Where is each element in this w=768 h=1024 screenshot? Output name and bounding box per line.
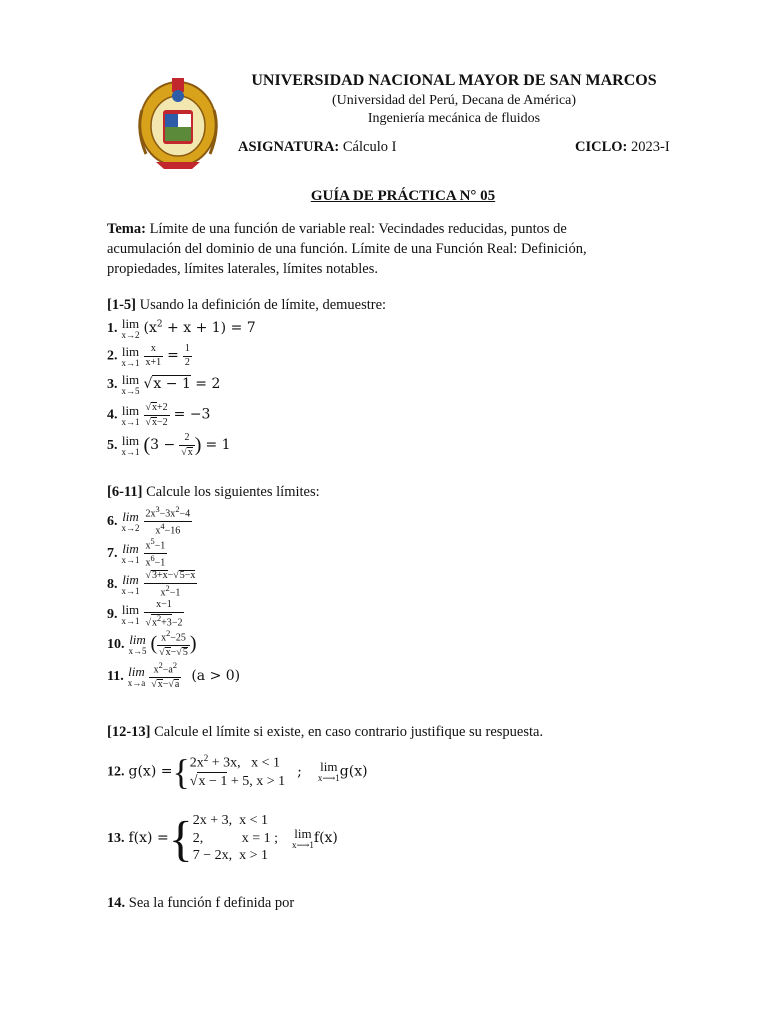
exercise-number: 11. <box>107 668 124 684</box>
university-name: UNIVERSIDAD NACIONAL MAYOR DE SAN MARCOS <box>251 72 657 89</box>
tema-paragraph <box>107 219 667 279</box>
exercise-1 <box>107 317 256 340</box>
tema-line-1: Límite de una función de variable real: Vecindades reducidas, puntos de <box>149 221 567 237</box>
formula: $(x^2 + x + 1) = 7$ <box>143 319 256 337</box>
fraction: $\frac{x-1}{√x^2+3-2}$ <box>145 599 183 628</box>
limit-operator: lim x→5 <box>128 631 147 656</box>
fraction: $\frac{√3+x-√5-x}{x^2-1}$ <box>145 570 196 598</box>
exercise-8 <box>107 570 197 598</box>
exercise-2: 2. lim x→1 $\frac{x}{x+1}$ = $\frac{1}{2}$ <box>107 343 190 368</box>
limit-operator: lim x→5 <box>121 372 140 396</box>
university-subtitle: (Universidad del Perú, Decana de América) <box>331 93 577 108</box>
exercise-5: 5. lim x→1 (3 − $\frac{2}{√x}$ ) = 1 <box>107 432 231 458</box>
limit-operator: lim x→1 <box>121 433 140 457</box>
section-3-heading <box>107 724 543 741</box>
exercise-number: 7. <box>107 546 118 561</box>
university-crest-logo <box>136 70 220 170</box>
section-1-heading <box>107 297 386 314</box>
cycle-value: 2023-I <box>631 139 670 155</box>
fraction: $\frac{x^2-a^2}{√x-√a}$ <box>151 661 180 690</box>
program-name: Ingeniería mecánica de fluidos <box>367 111 541 126</box>
exercise-14 <box>107 895 294 912</box>
fraction: $\frac{x}{x+1}$ <box>145 343 162 368</box>
tema-line-2: acumulación del dominio de una función. Límite de una Función Real: Definición, <box>107 241 587 257</box>
section-1-text: Usando la definición de límite, demuestre: <box>139 297 387 313</box>
exercise-number: 5. <box>107 438 118 454</box>
section-2-text: Calcule los siguientes límites: <box>146 484 320 500</box>
fraction: $\frac{√x+2}{√x-2}$ <box>145 402 168 428</box>
exercise-3 <box>107 373 220 396</box>
section-2-heading <box>107 484 320 501</box>
exercise-11: 11. lim x→a $\frac{x^2-a^2}{√x-√a}$ (a > 0) <box>107 661 241 690</box>
exercise-number: 1. <box>107 321 118 337</box>
section-3-text: Calcule el límite si existe, en caso contrario justifique su respuesta. <box>154 724 544 740</box>
exercise-number: 10. <box>107 636 125 652</box>
exercise-4: 4. lim x→1 $\frac{√x+2}{√x-2}$ = −3 <box>107 402 211 428</box>
limit-operator: lim x→2 <box>121 508 140 533</box>
tema-line-3: propiedades, límites laterales, límites notables. <box>107 261 378 277</box>
exercise-number: 9. <box>107 606 118 622</box>
cycle-row <box>575 139 670 156</box>
fraction: $\frac{x^5-1}{x^6-1}$ <box>145 537 166 569</box>
piecewise-cases: $2x^2 + 3x$, x < 1 √x − 1 + 5, x > 1 <box>189 753 286 790</box>
exercise-number: 13. <box>107 830 125 846</box>
fraction: $\frac{1}{2}$ <box>184 343 190 368</box>
limit-operator: lim x⟶1 <box>317 759 340 784</box>
section-2-range: [6-11] <box>107 484 143 500</box>
exercise-number: 12. <box>107 764 125 780</box>
exercise-number: 4. <box>107 407 118 423</box>
limit-operator: lim x→2 <box>121 316 140 340</box>
exercise-10: 10. lim x→5 ( $\frac{x^2-25}{√x-√5}$ ) <box>107 629 197 658</box>
limit-operator: lim x→a <box>127 663 146 688</box>
subject-row <box>238 139 396 156</box>
limit-operator: lim x→1 <box>121 571 140 596</box>
exercise-number: 6. <box>107 514 118 529</box>
exercise-number: 14. <box>107 895 126 911</box>
section-3-range: [12-13] <box>107 724 151 740</box>
exercise-12: 12. $g(x) =\{2x^2 + 3x$, x < 1 √x − 1 + 5, x > 1 ; lim x⟶1 g(x) <box>107 751 368 792</box>
exercise-6 <box>107 506 192 537</box>
exercise-9 <box>107 600 184 628</box>
limit-operator: lim x→1 <box>121 343 140 368</box>
limit-operator: lim x→1 <box>121 601 140 626</box>
subject-value: Cálculo I <box>342 139 397 155</box>
limit-operator: lim x→1 <box>121 540 140 565</box>
page-title: GUÍA DE PRÁCTICA N° 05 <box>310 188 496 204</box>
exercise-7 <box>107 538 167 569</box>
tema-label: Tema: <box>107 221 146 237</box>
fraction: $\frac{2}{√x}$ <box>181 432 193 458</box>
section-1-range: [1-5] <box>107 297 136 313</box>
fraction: $\frac{2x^3-3x^2-4}{x^4-16}$ <box>145 505 191 537</box>
exercise-number: 2. <box>107 348 118 364</box>
cycle-label: CICLO: <box>575 139 628 155</box>
subject-label: ASIGNATURA: <box>238 139 340 155</box>
limit-operator: lim x⟶1 <box>291 825 314 850</box>
formula: √x − 1 = 2 <box>143 376 221 393</box>
limit-operator: lim x→1 <box>121 402 140 427</box>
piecewise-cases: 2x + 3, x < 1 2, x = 1 ; 7 − 2x, x > 1 <box>192 813 278 863</box>
exercise-13: 13. f(x) ={2x + 3, x < 1 2, x = 1 ; 7 − 2x, x > 1 lim x⟶1 f(x) <box>107 810 338 867</box>
exercise-14-text: Sea la función f definida por <box>128 895 295 911</box>
exercise-number: 3. <box>107 377 118 393</box>
fraction: $\frac{x^2-25}{√x-√5}$ <box>159 629 188 658</box>
exercise-number: 8. <box>107 576 118 592</box>
